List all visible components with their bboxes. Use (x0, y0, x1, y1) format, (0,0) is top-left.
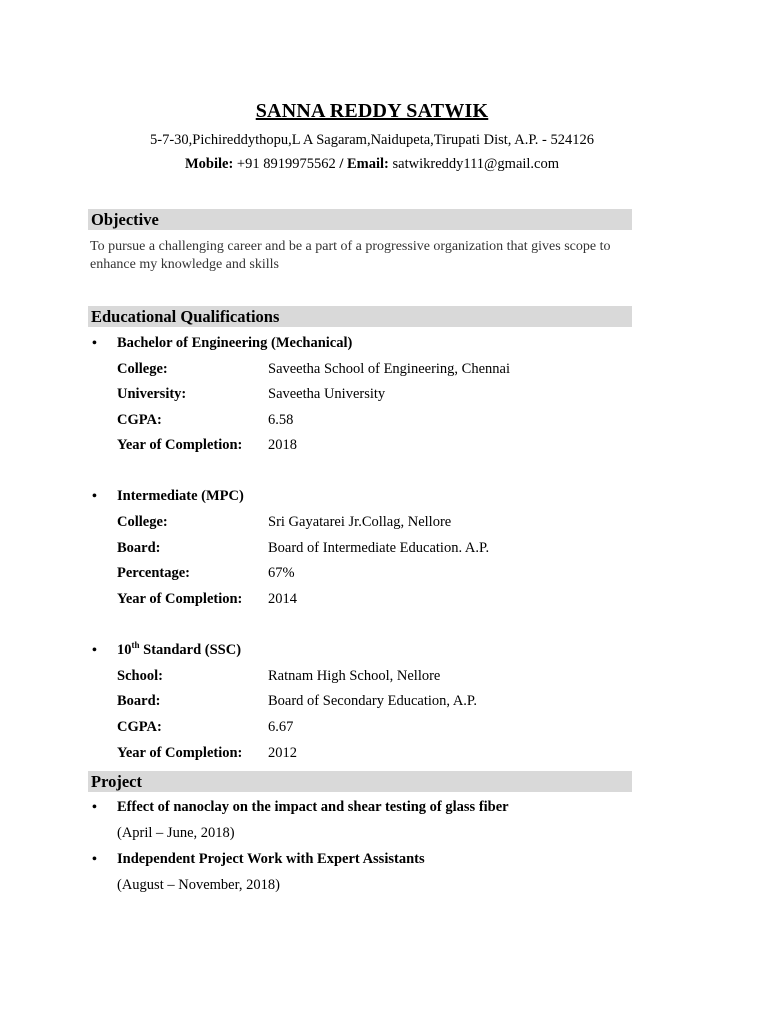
be-college-label: College: (117, 361, 168, 377)
inter-board-label: Board: (117, 540, 161, 556)
ssc-school-label: School: (117, 668, 163, 684)
ssc-year-label: Year of Completion: (117, 745, 243, 761)
inter-year-label: Year of Completion: (117, 591, 243, 607)
ssc-cgpa-value: 6.67 (268, 719, 294, 735)
ssc-title-sup: th (131, 640, 140, 651)
section-heading-project: Project (88, 771, 632, 792)
be-cgpa-value: 6.58 (268, 412, 294, 428)
degree-title-inter: Intermediate (MPC) (117, 488, 244, 504)
ssc-board-label: Board: (117, 693, 161, 709)
project-dates-1: (April – June, 2018) (117, 825, 235, 841)
section-heading-objective: Objective (88, 209, 632, 230)
objective-line-2: enhance my knowledge and skills (90, 257, 279, 272)
mobile-value: +91 8919975562 (236, 156, 336, 172)
inter-year-value: 2014 (268, 591, 297, 607)
ssc-cgpa-label: CGPA: (117, 719, 162, 735)
bullet-inter: • (92, 489, 97, 504)
contact-separator: / (339, 156, 344, 172)
ssc-title-num: 10 (117, 642, 132, 658)
candidate-name: SANNA REDDY SATWIK (255, 100, 489, 122)
degree-title-ssc (117, 642, 241, 659)
ssc-board-value: Board of Secondary Education, A.P. (268, 693, 478, 709)
be-year-label: Year of Completion: (117, 437, 243, 453)
ssc-title-rest: Standard (SSC) (139, 642, 242, 658)
project-title-1: Effect of nanoclay on the impact and shear testing of glass fiber (117, 799, 509, 815)
inter-board-value: Board of Intermediate Education. A.P. (268, 540, 490, 556)
bullet-be: • (92, 336, 97, 351)
be-cgpa-label: CGPA: (117, 412, 162, 428)
address-line: 5-7-30,Pichireddythopu,L A Sagaram,Naidupeta,Tirupati Dist, A.P. - 524126 (150, 132, 594, 148)
objective-text (90, 238, 670, 274)
project-dates-2: (August – November, 2018) (117, 877, 280, 893)
be-year-value: 2018 (268, 437, 297, 453)
be-university-value: Saveetha University (268, 386, 386, 402)
objective-line-1: To pursue a challenging career and be a part of a progressive organization that gives scope to (90, 239, 611, 254)
email-value: satwikreddy111@gmail.com (392, 156, 560, 172)
inter-college-value: Sri Gayatarei Jr.Collag, Nellore (268, 514, 452, 530)
bullet-project-2: • (92, 852, 97, 867)
be-university-label: University: (117, 386, 187, 402)
ssc-year-value: 2012 (268, 745, 297, 761)
email-label: Email: (347, 156, 389, 172)
contact-line (0, 156, 744, 173)
be-college-value: Saveetha School of Engineering, Chennai (268, 361, 511, 377)
bullet-ssc: • (92, 643, 97, 658)
mobile-label: Mobile: (184, 156, 234, 172)
inter-college-label: College: (117, 514, 168, 530)
ssc-school-value: Ratnam High School, Nellore (268, 668, 441, 684)
inter-percentage-value: 67% (268, 565, 295, 581)
bullet-project-1: • (92, 800, 97, 815)
project-title-2: Independent Project Work with Expert Assistants (117, 851, 425, 867)
inter-percentage-label: Percentage: (117, 565, 190, 581)
degree-title-be: Bachelor of Engineering (Mechanical) (117, 335, 353, 351)
section-heading-education: Educational Qualifications (88, 306, 632, 327)
